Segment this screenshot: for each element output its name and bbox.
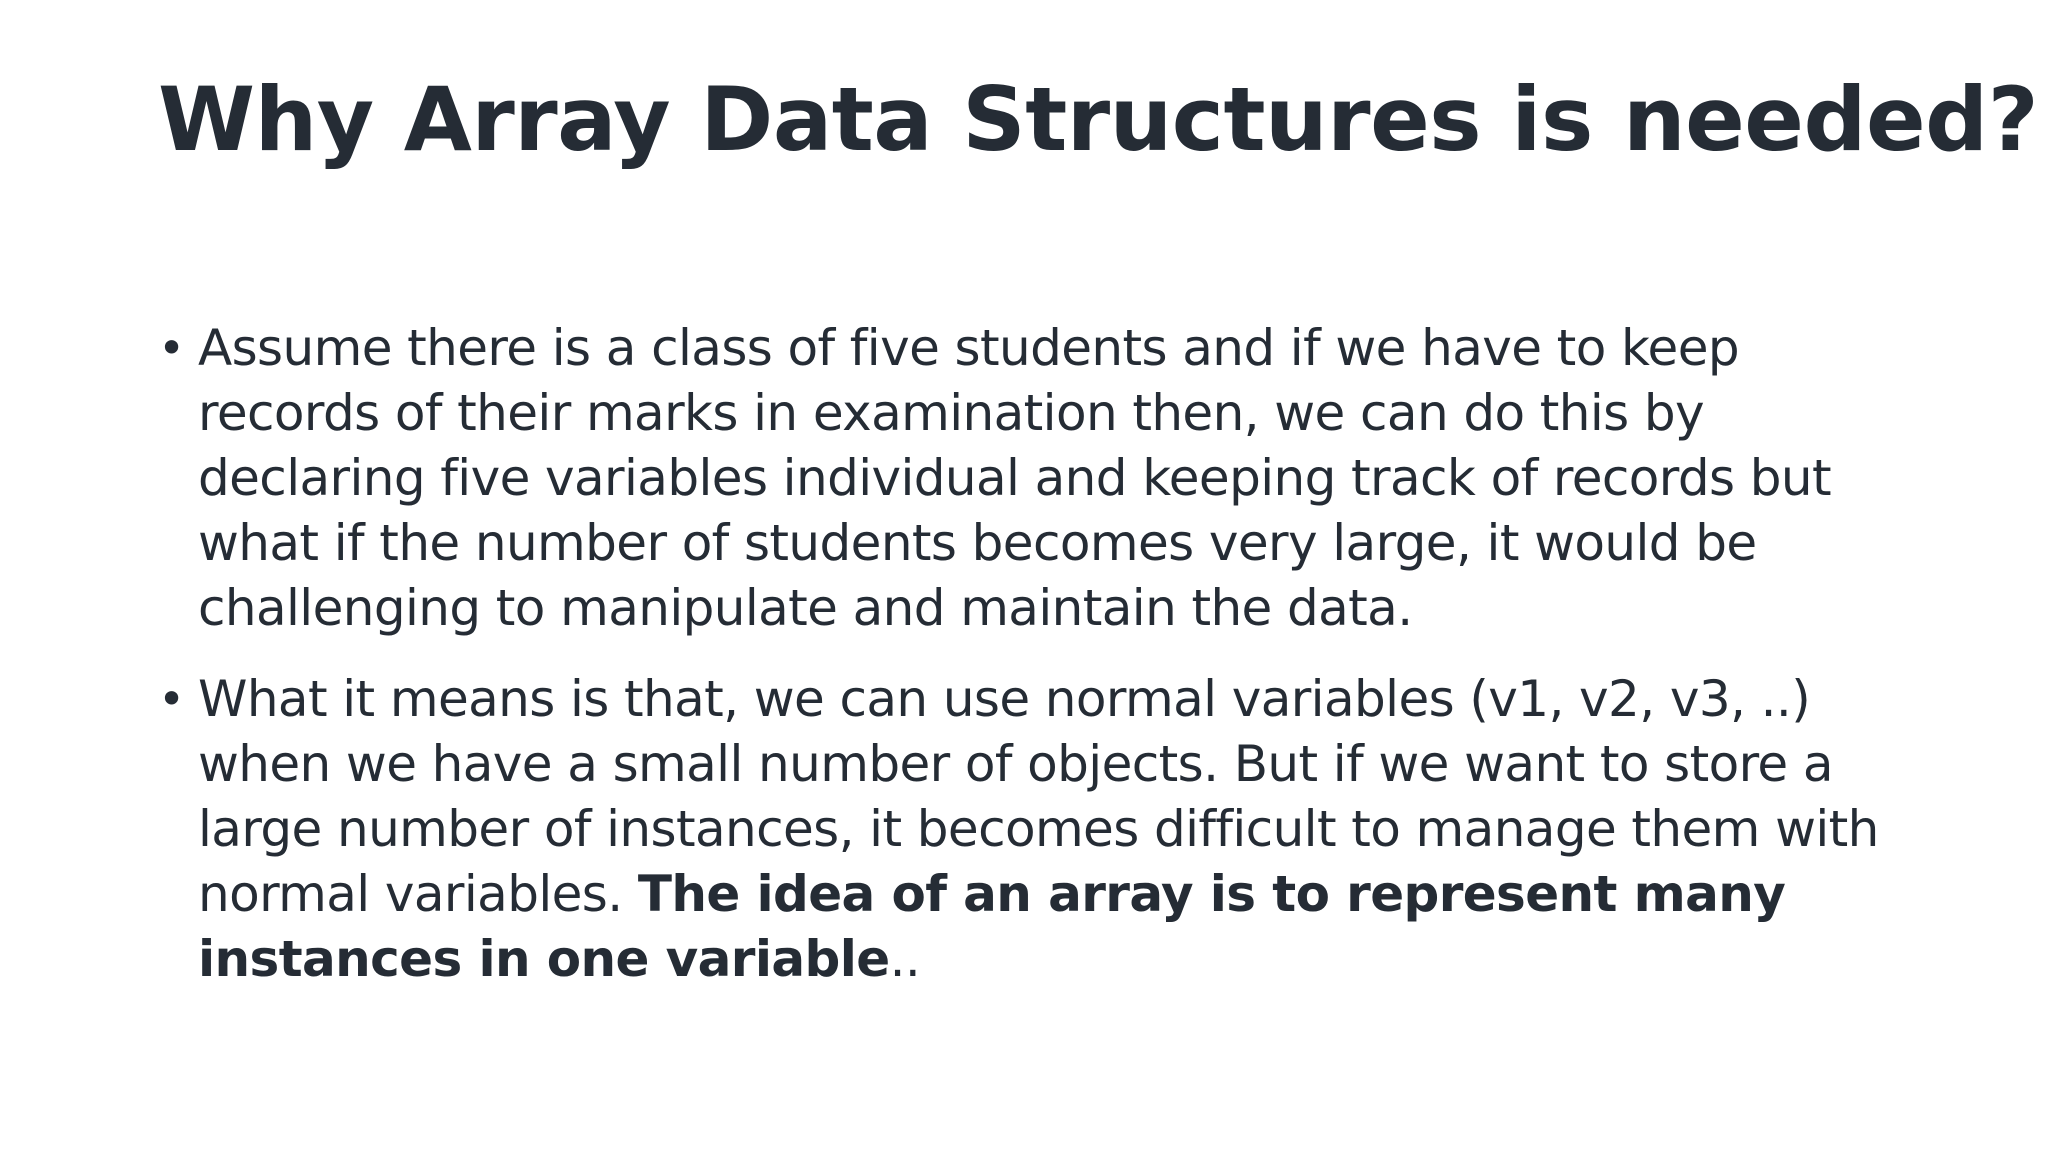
bullet-bold-text: The idea of an array is to represent many instances in one variable xyxy=(198,865,1786,988)
bullet-dot-icon: • xyxy=(158,321,185,375)
bullet-trailing-text: .. xyxy=(889,930,921,988)
bullet-item xyxy=(158,316,1918,641)
bullet-text: What it means is that, we can use normal variables (v1, v2, v3, ..) when we have a small number of objects. But if we want to store a large number of instances, it becomes difficult to manage them with normal variables. xyxy=(198,670,1879,923)
bullet-dot-icon: • xyxy=(158,672,185,726)
bullet-list xyxy=(158,316,1918,1018)
slide-title: Why Array Data Structures is needed? xyxy=(158,68,2039,171)
bullet-text: Assume there is a class of five students and if we have to keep records of their marks in examination then, we can do this by declaring five variables individual and keeping track of records but what if the number of students becomes very large, it would be challenging to manipulate and maintain the data. xyxy=(198,319,1831,637)
bullet-item xyxy=(158,667,1918,992)
